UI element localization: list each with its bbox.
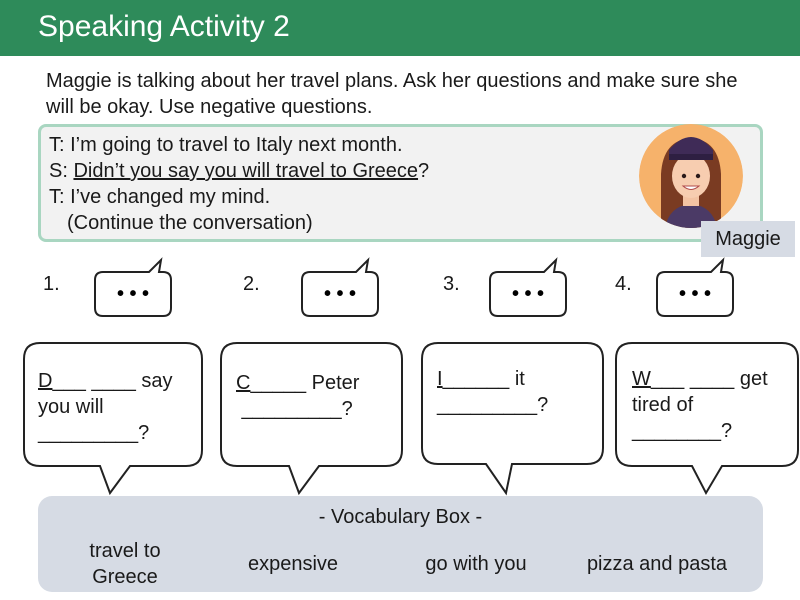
ellipsis-1: • • • [116,283,150,305]
vocab-word-2: expensive [247,553,339,575]
ellipsis-4: • • • [678,283,712,305]
prompt-line: tired of [632,394,694,416]
page-title: Speaking Activity 2 [38,10,290,43]
speech-bubble-icon-1 [93,256,173,318]
blank-text: _____ Peter [250,372,360,394]
character-name-tag: Maggie [701,221,795,257]
prompt-text-1 [38,368,173,446]
blank-text: ___ ____ get [650,368,768,390]
vocab-word-3: go with you [425,553,527,575]
speaker-prefix: S: [49,160,74,182]
prompt-line: you will [38,396,104,418]
item-number-1: 1. [43,273,60,295]
hint-letter: C [236,372,251,394]
prompt-line: _________? [236,398,353,420]
speech-bubble-icon-2 [300,256,380,318]
dialogue-line-1: T: I’m going to travel to Italy next month. [49,134,403,156]
header-bar [0,0,800,56]
hint-letter: I [437,368,443,390]
instructions-text: Maggie is talking about her travel plans. Ask her questions and make sure she will be okay. Use negative questions. [46,70,738,118]
dialogue-line-2 [49,160,429,183]
vocab-word-4: pizza and pasta [586,553,728,575]
prompt-text-2 [236,370,359,422]
prompt-line: _________? [437,394,549,416]
prompt-bubble-3 [420,340,605,496]
ellipsis-2: • • • [323,283,357,305]
prompt-line [632,366,768,392]
prompt-line [437,366,548,392]
dialogue-line-3: T: I’ve changed my mind. [49,186,271,208]
prompt-text-4 [632,366,768,444]
prompt-line [236,370,359,396]
item-number-4: 4. [615,273,632,295]
maggie-avatar [639,124,743,228]
blank-text: ___ ____ say [52,370,173,392]
example-question: Didn’t you say you will travel to Greece [73,160,419,182]
speech-bubble-icon-4 [655,256,735,318]
vocab-word-1: travel to Greece [89,540,161,588]
ellipsis-3: • • • [511,283,545,305]
prompt-line [38,368,173,394]
item-number-2: 2. [243,273,260,295]
prompt-line: ________? [632,420,733,442]
item-number-3: 3. [443,273,460,295]
vocabulary-title: - Vocabulary Box - [318,506,483,528]
blank-text: ______ it [442,368,525,390]
prompt-text-3 [437,366,548,418]
prompt-line: _________? [38,422,150,444]
dialogue-line-4: (Continue the conversation) [67,212,313,234]
question-mark: ? [418,160,430,182]
speech-bubble-icon-3 [488,256,568,318]
hint-letter: D [38,370,53,392]
hint-letter: W [632,368,651,390]
vocabulary-box [38,496,763,592]
